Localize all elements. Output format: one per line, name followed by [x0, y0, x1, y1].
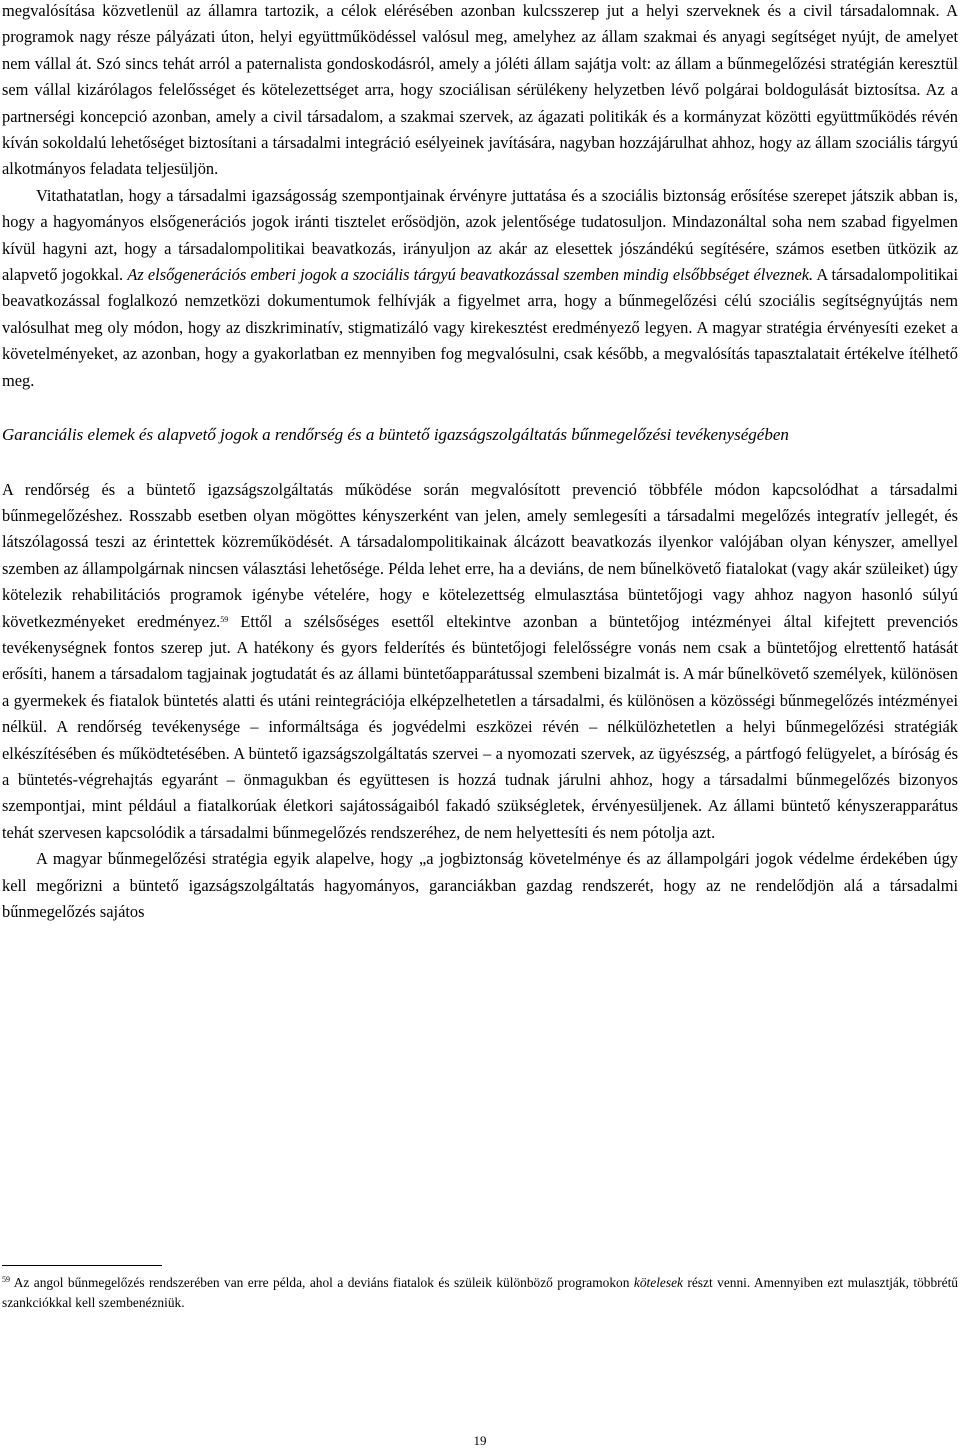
- paragraph-text: A rendőrség és a büntető igazságszolgáltatás működése során megvalósított prevenció többféle módon kapcsolódhat a társadalmi bűnmegelőzéshez. Rosszabb esetben olyan mögöttes kényszerként van jelen, amely semlegesíti a társadalmi megelőzés integratív jellegét, és látszólagossá teszi az érintettek közreműködését. A társadalompolitikainak álcázott beavatkozás ilyenkor valójában olyan kényszer, amellyel szemben az állampolgárnak nincsen választási lehetősége. Példa lehet erre, ha a deviáns, de nem bűnelkövető fiatalokat (vagy akár szüleiket) úgy kötelezik rehabilitációs programok igénybe vételére, hogy e kötelezettség elmulasztása büntetőjogi vagy ahhoz nagyon hasonló súlyú következményeket eredményez.: [2, 479, 958, 631]
- footnote-reference[interactable]: 59: [220, 614, 229, 624]
- body-paragraph-4: [2, 846, 958, 925]
- paragraph-text: Ettől a szélsőséges esettől eltekintve azonban a büntetőjog intézményei által kifejtett prevenciós tevékenységnek fontos szerep jut. A hatékony és gyors felderítés és büntetőjogi felelősségre vonás nem csak a büntetőjog elrettentő hatását erősíti, hanem a társadalom tagjainak jogtudatát és az állami büntetőapparátussal szembeni bizalmát is. A már bűnelkövető személyek, különösen a gyermekek és fiatalok büntetés alatti és utáni reintegrációja elképzelhetetlen a társadalmi, és különösen a közösségi bűnmegelőzés intézményei nélkül. A rendőrség tevékenysége – informáltsága és jogvédelmi eszközei révén – nélkülözhetetlen a helyi bűnmegelőzési stratégiák elkészítésében és működtetésében. A büntető igazságszolgáltatás szervei – a nyomozati szervek, az ügyészség, a pártfogó felügyelet, a bíróság és a büntetés-végrehajtás egyaránt – önmagukban és együttesen is hozzá tudnak járulni ahhoz, hogy a társadalmi bűnmegelőzés bizonyos szempontjai, mint például a fiatalkorúak életkori sajátosságaiból fakadó szükségletek, érvényesüljenek. Az állami büntető kényszerapparátus tehát szervesen kapcsolódik a társadalmi bűnmegelőzés rendszeréhez, de nem helyettesíti és nem pótolja azt.: [2, 611, 958, 842]
- footnote-divider: [2, 1265, 162, 1266]
- paragraph-text: Vitathatatlan, hogy a társadalmi igazságosság szempontjainak érvényre juttatása és a szociális biztonság erősítése szerepet játszik abban is, hogy a hagyományos elsőgenerációs jogok iránti tisztelet erősödjön, azok jelentősége tudatosuljon. Mindazonáltal soha nem szabad figyelmen kívül hagyni azt, hogy a társadalompolitikai beavatkozás, irányuljon az akár az elesettek jószándékú segítésére, számos esetben ütközik az alapvető jogokkal.: [2, 185, 958, 285]
- footnote-text: részt venni. Amennyiben ezt mulasztják, többrétű szankciókkal kell szembenézniük.: [2, 1275, 958, 1310]
- body-paragraph-3: [2, 477, 958, 847]
- footnote-59: [2, 1273, 958, 1313]
- paragraph-text: A magyar bűnmegelőzési stratégia egyik alapelve, hogy „a jogbiztonság követelménye és az állampolgári jogok védelme érdekében úgy kell megőrizni a büntető igazságszolgáltatás hagyományos, garanciákban gazdag rendszerét, hogy az ne rendelődjön alá a társadalmi bűnmegelőzés sajátos: [2, 849, 958, 921]
- section-heading: Garanciális elemek és alapvető jogok a rendőrség és a büntető igazságszolgáltatás bűnmegelőzési tevékenységében: [2, 425, 789, 445]
- emphasized-text: Az elsőgenerációs emberi jogok a szociális tárgyú beavatkozással szemben mindig elsőbbséget élveznek.: [127, 265, 814, 285]
- page-body: [2, 0, 958, 925]
- page-number: 19: [473, 1433, 487, 1448]
- footnote-text: Az angol bűnmegelőzés rendszerében van erre példa, ahol a deviáns fiatalok és szüleik különböző programokon: [10, 1275, 634, 1290]
- paragraph-text: A társadalompolitikai beavatkozással foglalkozó nemzetközi dokumentumok felhívják a figyelmet arra, hogy a bűnmegelőzési célú szociális segítségnyújtás nem valósulhat meg oly módon, hogy az diszkriminatív, stigmatizáló vagy kirekesztést eredményező legyen. A magyar stratégia érvényesíti ezeket a követelményeket, az azonban, hogy a gyakorlatban ez mennyiben fog megvalósulni, csak később, a megvalósítás tapasztalatait értékelve ítélhető meg.: [2, 265, 959, 390]
- body-paragraph-2: [2, 183, 958, 394]
- paragraph-text: megvalósítása közvetlenül az államra tartozik, a célok elérésében azonban kulcsszerep jut a helyi szerveknek és a civil társadalomnak. A programok nagy része pályázati úton, helyi együttműködéssel valósul meg, amelyhez az állam szakmai és anyagi segítséget nyújt, de amelyet nem vállal át. Szó sincs tehát arról a paternalista gondoskodásról, amely a jóléti állam sajátja volt: az állam a bűnmegelőzési stratégián keresztül sem vállal kizárólagos felelősséget és kötelezettséget arra, hogy szociálisan sérülékeny helyzetben lévő polgárai boldogulását biztosítsa. Az a partnerségi koncepció azonban, amely a civil társadalom, a szakmai szervek, az ágazati politikák és a kormányzat közötti együttműködés révén kíván sokoldalú lehetőséget biztosítani a társadalmi integráció esélyeinek javítására, nagyban hozzájárulhat ahhoz, hogy az állam szociális tárgyú alkotmányos feladata teljesüljön.: [2, 1, 958, 179]
- body-paragraph-1: [2, 0, 958, 183]
- footnote-emphasis: kötelesek: [633, 1275, 683, 1290]
- footnote-number: 59: [2, 1275, 10, 1284]
